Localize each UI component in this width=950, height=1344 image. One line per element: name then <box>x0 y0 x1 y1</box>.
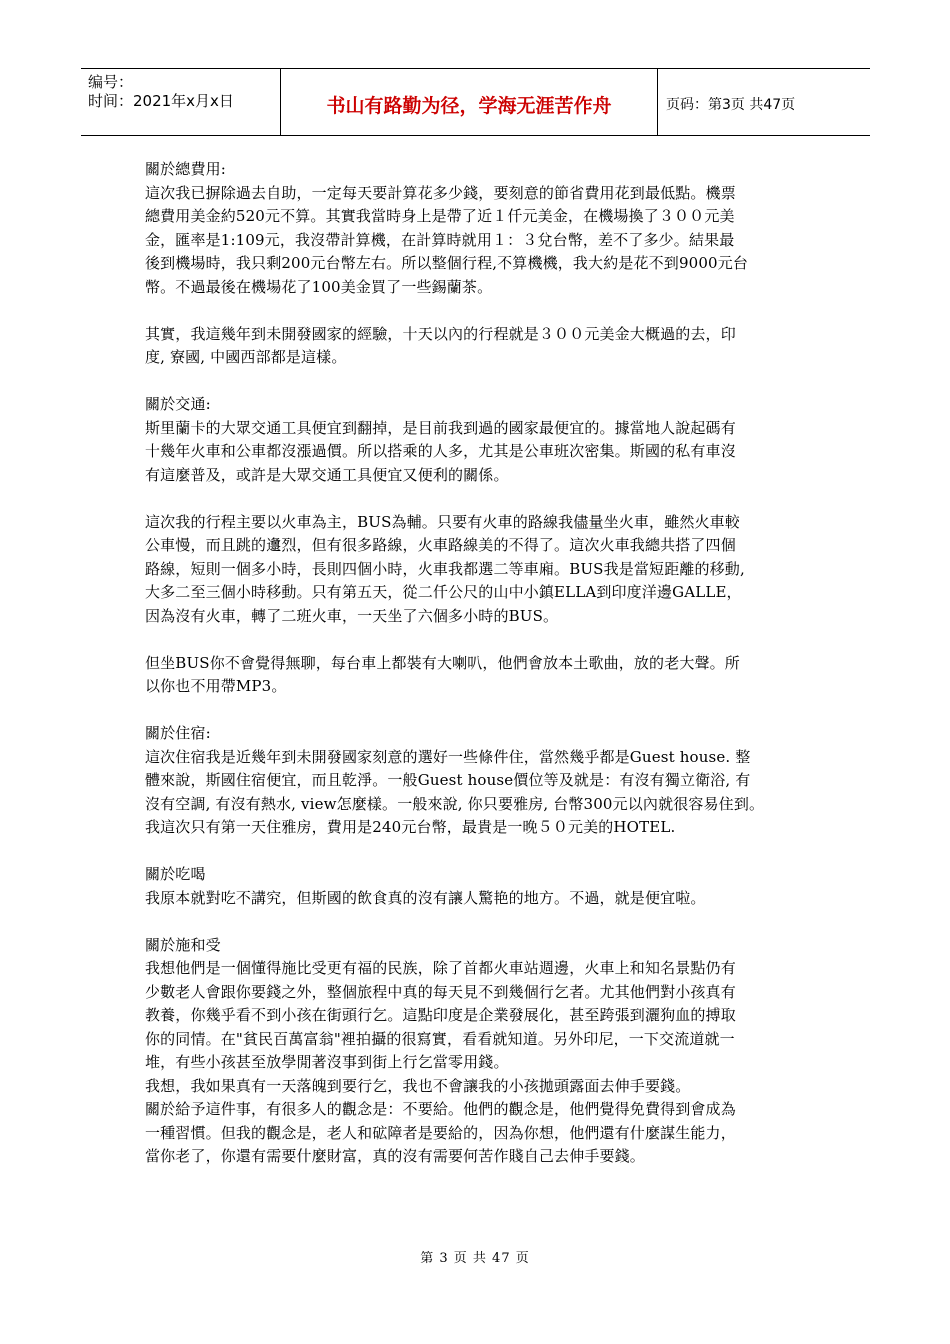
text-line: 教養，你幾乎看不到小孩在街頭行乞。這點印度是企業發展化，甚至跨張到灑狗血的搏取 <box>145 1006 736 1024</box>
paragraph <box>145 393 815 487</box>
text-line: 這次住宿我是近幾年到未開發國家刻意的選好一些條件住，當然幾乎都是Guest house. 整 <box>145 747 751 766</box>
text-line: 關於總費用: <box>145 160 226 178</box>
text-line: 度, 寮國, 中國西部都是這樣。 <box>145 348 347 366</box>
text-line: 體來說，斯國住宿便宜，而且乾淨。一般Guest house價位等及就是：有沒有獨立衛浴, 有 <box>145 771 751 789</box>
paragraph-gap <box>145 487 815 511</box>
document-body <box>145 158 815 1169</box>
text-line: 金，匯率是1:109元，我沒帶計算機，在計算時就用１：３兌台幣，差不了多少。結果最 <box>145 230 735 249</box>
header-meta <box>81 69 281 135</box>
text-line: 其實，我這幾年到未開發國家的經驗，十天以內的行程就是３００元美金大概過的去，印 <box>145 324 736 343</box>
text-line: 公車慢，而且跳的邍烈，但有很多路線，火車路線美的不得了。這次火車我總共搭了四個 <box>145 536 736 554</box>
paragraph-gap <box>145 699 815 723</box>
text-line: 大多二至三個小時移動。只有第五天，從二仟公尺的山中小鎮ELLA到印度洋邊GALLE， <box>145 583 742 601</box>
text-line: 你的同情。在"貧民百萬富翁"裡拍攝的很寫實，看看就知道。另外印尼，一下交流道就一 <box>145 1029 735 1048</box>
text-line: 當你老了，你還有需要什麼財富，真的沒有需要何苦作賤自己去伸手要錢。 <box>145 1147 645 1165</box>
text-line: 堆，有些小孩甚至放學閒著沒事到街上行乞當零用錢。 <box>145 1053 509 1071</box>
text-line: 因為沒有火車，轉了二班火車，一天坐了六個多小時的BUS。 <box>145 606 559 625</box>
paragraph-gap <box>145 628 815 652</box>
paragraph-gap <box>145 840 815 864</box>
text-line: 這次我已摒除過去自助，一定每天要計算花多少錢，要刻意的節省費用花到最低點。機票 <box>145 183 736 202</box>
text-line: 這次我的行程主要以火車為主，BUS為輔。只要有火車的路線我儘量坐火車，雖然火車較 <box>145 512 740 531</box>
text-line: 我原本就對吃不講究，但斯國的飲食真的沒有讓人驚艳的地方。不過，就是便宜啦。 <box>145 888 706 907</box>
text-line: 幣。不過最後在機場花了100美金買了一些錫蘭茶。 <box>145 277 493 296</box>
text-line: 以你也不用帶MP3。 <box>145 677 287 695</box>
text-line: 十幾年火車和公車都沒漲過價。所以搭乘的人多，尤其是公車班次密集。斯國的私有車沒 <box>145 442 736 460</box>
paragraph-gap <box>145 299 815 323</box>
text-line: 關於施和受 <box>145 935 221 954</box>
paragraph <box>145 722 815 840</box>
header-number: 编号： <box>88 73 134 91</box>
text-line: 但坐BUS你不會覺得無聊，每台車上都裝有大喇叭，他們會放本土歌曲，放的老大聲。所 <box>145 653 740 672</box>
paragraph <box>145 652 815 699</box>
text-line: 我想他們是一個懂得施比受更有福的民族，除了首都火車站週邊，火車上和知名景點仍有 <box>145 959 736 977</box>
header-time: 时间：2021年x月x日 <box>88 92 234 110</box>
text-line: 關於吃喝 <box>145 865 206 883</box>
paragraph <box>145 158 815 299</box>
page-footer: 第 3 页 共 47 页 <box>420 1251 530 1266</box>
text-line: 關於給予這件事，有很多人的觀念是：不要給。他們的觀念是，他們覺得免費得到會成為 <box>145 1100 736 1118</box>
text-line: 斯里蘭卡的大眾交通工具便宜到翻掉，是目前我到過的國家最便宜的。據當地人說起碼有 <box>145 418 736 437</box>
text-line: 沒有空調, 有沒有熱水, view怎麼樣。一般來說, 你只要雅房, 台幣300元以內就很容易住到。 <box>145 794 765 813</box>
text-line: 總費用美金約520元不算。其實我當時身上是帶了近１仟元美金，在機場換了３００元美 <box>145 207 735 225</box>
text-line: 我想，我如果真有一天落魄到要行乞，我也不會讓我的小孩拋頭露面去伸手要錢。 <box>145 1076 691 1095</box>
header-page-info: 页码：第3页 共47页 <box>666 97 796 113</box>
text-line: 關於交通: <box>145 395 211 413</box>
text-line: 我這次只有第一天住雅房，費用是240元台幣，最貴是一晚５０元美的HOTEL. <box>145 818 676 836</box>
text-line: 一種習慣。但我的觀念是，老人和砿障者是要給的，因為你想，他們還有什麼謀生能力， <box>145 1123 736 1142</box>
text-line: 路線，短則一個多小時，長則四個小時，火車我都選二等車廂。BUS我是當短距離的移動, <box>145 559 745 578</box>
paragraph <box>145 863 815 910</box>
text-line: 關於住宿: <box>145 724 211 742</box>
document-header <box>81 68 870 136</box>
paragraph-gap <box>145 370 815 394</box>
text-line: 有這麼普及，或許是大眾交通工具便宜又便利的關係。 <box>145 465 509 484</box>
header-motto: 书山有路勤为径，学海无涯苦作舟 <box>281 69 658 135</box>
text-line: 少數老人會跟你要錢之外，整個旅程中真的每天見不到幾個行乞者。尤其他們對小孩真有 <box>145 982 736 1001</box>
paragraph-gap <box>145 910 815 934</box>
paragraph <box>145 511 815 629</box>
text-line: 後到機場時，我只剩200元台幣左右。所以整個行程,不算機機，我大約是花不到9000元台 <box>145 254 749 272</box>
paragraph <box>145 934 815 1169</box>
paragraph <box>145 323 815 370</box>
